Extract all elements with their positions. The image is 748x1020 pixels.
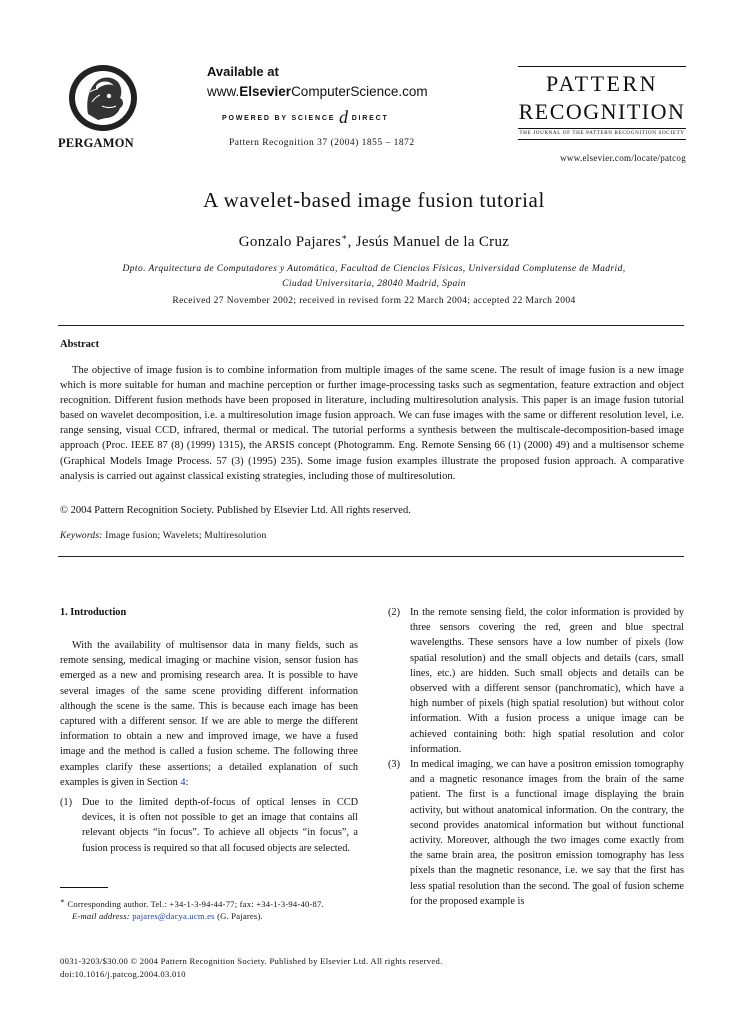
footnote-marker: ∗ (60, 897, 66, 905)
journal-url-link[interactable]: www.elsevier.com/locate/patcog (560, 153, 686, 163)
list-item-text: Due to the limited depth-of-focus of optical lenses in CCD devices, it is often not possible to get an image that contains all relevant objects “in focus”. To achieve all objects “in focus”, a fusion process is required so that all focused objects are selected. (82, 797, 358, 854)
author-separator: , (347, 234, 356, 250)
elsevier-tree-logo-icon (62, 62, 144, 134)
left-column (60, 605, 358, 856)
journal-society-subtitle: THE JOURNAL OF THE PATTERN RECOGNITION SOCIETY (519, 130, 685, 136)
footnote-text: Corresponding author. Tel.: +34-1-3-94-44-77; fax: +34-1-3-94-40-87. (65, 898, 324, 909)
publisher-name: PERGAMON (58, 136, 134, 150)
corresponding-author-marker[interactable]: ∗ (341, 232, 348, 242)
url-brand: Elsevier (239, 84, 292, 99)
sciencedirect-at-icon: d (338, 107, 348, 127)
abstract-rule-bottom (58, 556, 684, 557)
keywords (60, 531, 266, 541)
list-item-number: (3) (388, 759, 401, 771)
corresponding-author-footnote (60, 895, 360, 910)
received-dates: Received 27 November 2002; received in revised form 22 March 2004; accepted 22 March 2004 (172, 296, 576, 306)
paper-authors (0, 232, 748, 251)
section-heading: 1. Introduction (60, 607, 127, 618)
powered-by-sciencedirect (222, 107, 389, 128)
email-footnote (60, 910, 360, 923)
list-item-number: (1) (60, 797, 73, 809)
doi-line[interactable]: doi:10.1016/j.patcog.2004.03.010 (60, 969, 186, 979)
abstract-text (60, 363, 684, 484)
url-suffix: ComputerScience.com (291, 84, 428, 99)
keywords-list: Image fusion; Wavelets; Multiresolution (105, 531, 267, 541)
available-at-label: Available at (207, 64, 279, 79)
powered-prefix: POWERED BY SCIENCE (222, 115, 336, 122)
list-item-text: In the remote sensing field, the color information is provided by three sensors covering the red, green and blue spectral wavelengths. These sensors have a low number of pixels (low spatial resolution) and the small objects and details (cars, small lines, etc.) are hidden. Such small objects and details can be observed with a different sensor (panchromatic), which have a high number of pixels (high spatial resolution) but without color information. With a fusion process a unique image can be achieved containing both: high spatial resolution and color information. (410, 607, 684, 755)
author-name: Jesús Manuel de la Cruz (355, 234, 510, 250)
issn-copyright-line: 0031-3203/$30.00 © 2004 Pattern Recognition Society. Published by Elsevier Ltd. All rights reserved. (60, 956, 443, 966)
journal-citation: Pattern Recognition 37 (2004) 1855 – 1872 (229, 138, 415, 148)
list-item (60, 795, 358, 856)
author-affiliation (58, 262, 690, 292)
email-label: E-mail address: (72, 911, 130, 922)
journal-name-line1: PATTERN (545, 71, 659, 96)
list-item-text: In medical imaging, we can have a positron emission tomography and a magnetic resonance images from the brain of the same patient. The first is a functional image displaying the brain activity, but without anatomical information. On the contrary, the second provides anatomical information but without functional activity. Moreover, although the two images come exactly from the same brain area, the positron emission tomography has less pixels than the magnetic resonance, i.e. we say that the first has less spatial resolution than the second. The goal of fusion scheme for the proposed example is (410, 759, 684, 907)
powered-suffix: DIRECT (351, 115, 389, 122)
abstract-rule-top (58, 325, 684, 326)
keywords-label: Keywords: (60, 531, 103, 541)
journal-name-line2: RECOGNITION (518, 99, 686, 124)
list-item-number: (2) (388, 607, 401, 618)
affiliation-line: Dpto. Arquitectura de Computadores y Automática, Facultad de Ciencias Físicas, Universidad Complutense de Madrid, (122, 264, 626, 274)
intro-paragraph (60, 638, 358, 790)
right-column (388, 605, 684, 909)
footnote (60, 895, 360, 923)
url-prefix: www. (207, 84, 240, 99)
footnote-rule (60, 887, 108, 888)
abstract-heading: Abstract (60, 339, 100, 350)
section-reference-link[interactable]: 4 (180, 776, 186, 788)
masthead-rule-top (518, 66, 686, 67)
email-link[interactable]: pajares@dacya.ucm.es (132, 911, 215, 922)
paragraph-text: With the availability of multisensor data in many fields, such as remote sensing, medical imaging or machine vision, sensor fusion has emerged as a new and promising research area. It is possible to have several images of the same scene providing different information although the scene is the same. This is because each image has been captured with a different sensor. If we are able to merge the different information to obtain a new and improved image, we have a fused image and the method is called a fusion scheme. The following three examples clarify these assertions; a detailed explanation of such examples is given in Section (60, 640, 358, 788)
paper-title: A wavelet-based image fusion tutorial (203, 188, 545, 212)
email-suffix: (G. Pajares). (214, 911, 263, 922)
paragraph-text-end: : (185, 776, 189, 788)
list-item (388, 757, 684, 909)
masthead-rule-middle (518, 128, 686, 129)
abstract-paragraph: The objective of image fusion is to combine information from multiple images of the same scene. The result of image fusion is a new image which is more suitable for human and machine perception or further image-processing tasks such as segmentation, feature extraction and object recognition. Different fusion methods have been proposed in literature, including multiresolution analysis. This paper is an image fusion tutorial based on wavelet decomposition, i.e. a multiresolution image fusion approach. We can fuse images with the same or different resolution level, i.e. range sensing, visual CCD, infrared, thermal or medical. The tutorial performs a synthesis between the multiscale-decomposition-based image approach (Proc. IEEE 87 (8) (1999) 1315), the ARSIS concept (Photogramm. Eng. Remote Sensing 66 (1) (2000) 49) and a multisensor scheme (Graphical Models Image Process. 57 (3) (1995) 235). Some image fusion examples illustrate the proposed fusion approach. A comparative analysis is carried out against classical existing strategies, including those of multiresolution. (60, 365, 684, 482)
author-name: Gonzalo Pajares (238, 234, 342, 250)
available-at-url[interactable] (207, 84, 428, 99)
affiliation-line: Ciudad Universitaria, 28040 Madrid, Spain (282, 279, 466, 289)
masthead-rule-bottom (518, 139, 686, 140)
issn-doi-block (60, 955, 443, 981)
abstract-copyright: © 2004 Pattern Recognition Society. Published by Elsevier Ltd. All rights reserved. (60, 505, 411, 516)
list-item (388, 605, 684, 757)
